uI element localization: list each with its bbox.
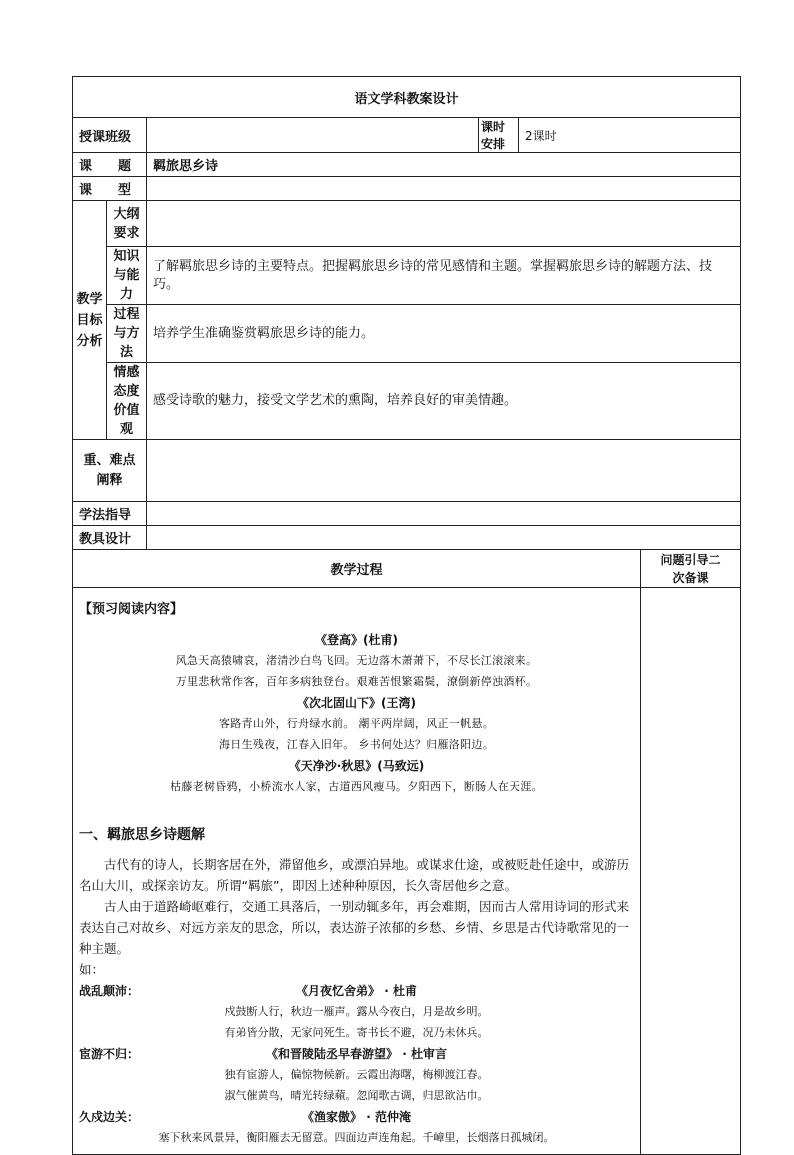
example-title: 《渔家傲》 · 范仲淹 — [302, 1110, 411, 1124]
key-points-label: 重、难点阐释 — [73, 440, 147, 502]
tools-label: 教具设计 — [73, 526, 147, 550]
key-points-value[interactable] — [147, 440, 741, 502]
method-value[interactable] — [147, 502, 741, 526]
example-header — [79, 982, 634, 999]
section-heading: 一、羁旅思乡诗题解 — [79, 827, 205, 843]
type-label: 课 型 — [73, 177, 147, 201]
example-line: 戍鼓断人行，秋边一雁声。露从今夜白，月是故乡明。 — [224, 1005, 489, 1018]
process-header: 教学过程 — [73, 550, 641, 588]
example-category: 宦游不归： — [79, 1047, 140, 1061]
poem-line: 客路青山外，行舟绿水前。 潮平两岸阔，风正一帆悬。 — [219, 717, 494, 730]
example-line: 塞下秋来风景异，衡阳雁去无留意。四面边声连角起。千嶂里，长烟落日孤城闭。 — [158, 1131, 555, 1144]
preview-heading: 【预习阅读内容】 — [79, 602, 184, 617]
side-notes-column[interactable] — [641, 588, 741, 1155]
poem-title: 《登高》(杜甫) — [315, 633, 398, 647]
example-header — [79, 1108, 634, 1125]
grade-label: 授课班级 — [73, 118, 147, 153]
type-value[interactable] — [147, 177, 741, 201]
example-line: 有弟皆分散，无家问死生。寄书长不避，况乃未休兵。 — [224, 1026, 489, 1039]
lesson-plan-page — [72, 76, 740, 1155]
schedule-value[interactable]: 2课时 — [519, 118, 741, 153]
objective-text-process[interactable]: 培养学生准确鉴赏羁旅思乡诗的能力。 — [147, 305, 741, 363]
poem-title: 《次北固山下》(王湾) — [297, 696, 416, 710]
poem-line: 海日生残夜，江春入旧年。 乡书何处达？归雁洛阳边。 — [219, 738, 494, 751]
paragraph: 古人由于道路崎岖难行，交通工具落后，一别动辄多年，再会难期，因而古人常用诗词的形式来表达自己对故乡、对远方亲友的思念，所以，表达游子浓郁的乡愁、乡情、乡思是古代诗歌常见的一种主题。 — [79, 899, 630, 956]
grade-value[interactable] — [147, 118, 479, 153]
topic-value[interactable]: 羁旅思乡诗 — [147, 153, 741, 177]
lesson-plan-table — [72, 76, 741, 1155]
tools-value[interactable] — [147, 526, 741, 550]
process-content — [73, 588, 641, 1155]
paragraph: 如： — [79, 962, 105, 977]
poem-line: 枯藤老树昏鸦，小桥流水人家，古道西风瘦马。夕阳西下，断肠人在天涯。 — [170, 780, 543, 793]
side-notes-header: 问题引导二次备课 — [641, 550, 741, 588]
document-title: 语文学科教案设计 — [73, 77, 741, 118]
method-label: 学法指导 — [73, 502, 147, 526]
objective-label-syllabus: 大纲要求 — [107, 201, 147, 247]
objective-label-process: 过程与方法 — [107, 305, 147, 363]
topic-label: 课 题 — [73, 153, 147, 177]
objective-text-syllabus[interactable] — [147, 201, 741, 247]
poem-line: 风急天高猿啸哀，渚清沙白鸟飞回。无边落木萧萧下，不尽长江滚滚来。 — [175, 654, 538, 667]
example-title: 《月夜忆舍弟》 · 杜甫 — [296, 984, 417, 998]
example-category: 战乱颠沛： — [79, 984, 140, 998]
example-header — [79, 1045, 634, 1062]
objectives-side-label: 教学目标分析 — [73, 201, 107, 440]
objective-label-knowledge: 知识与能力 — [107, 247, 147, 305]
paragraph: 古代有的诗人，长期客居在外，滞留他乡，或漂泊异地。或谋求仕途，或被贬赴任途中，或游历名山大川，或探亲访友。所谓“羁旅”，即因上述种种原因，长久寄居他乡之意。 — [79, 857, 630, 893]
poem-title: 《天净沙·秋思》(马致远) — [288, 759, 425, 773]
objective-text-attitude[interactable]: 感受诗歌的魅力，接受文学艺术的熏陶，培养良好的审美情趣。 — [147, 363, 741, 440]
objective-label-attitude: 情感态度价值观 — [107, 363, 147, 440]
poem-line: 万里悲秋常作客，百年多病独登台。艰难苦恨繁霜鬓，潦倒新停浊酒杯。 — [175, 675, 538, 688]
schedule-label: 课时安排 — [479, 118, 519, 153]
objective-text-knowledge[interactable]: 了解羁旅思乡诗的主要特点。把握羁旅思乡诗的常见感情和主题。掌握羁旅思乡诗的解题方法、技巧。 — [147, 247, 741, 305]
example-line: 独有宦游人，偏惊物候新。云霞出海曙，梅柳渡江春。 — [224, 1068, 489, 1081]
example-category: 久戍边关： — [79, 1110, 140, 1124]
example-line: 淑气催黄鸟，晴光转绿蘋。忽闻歌古调，归思欲沾巾。 — [224, 1089, 489, 1102]
example-title: 《和晋陵陆丞早春游望》 · 杜审言 — [266, 1047, 447, 1061]
